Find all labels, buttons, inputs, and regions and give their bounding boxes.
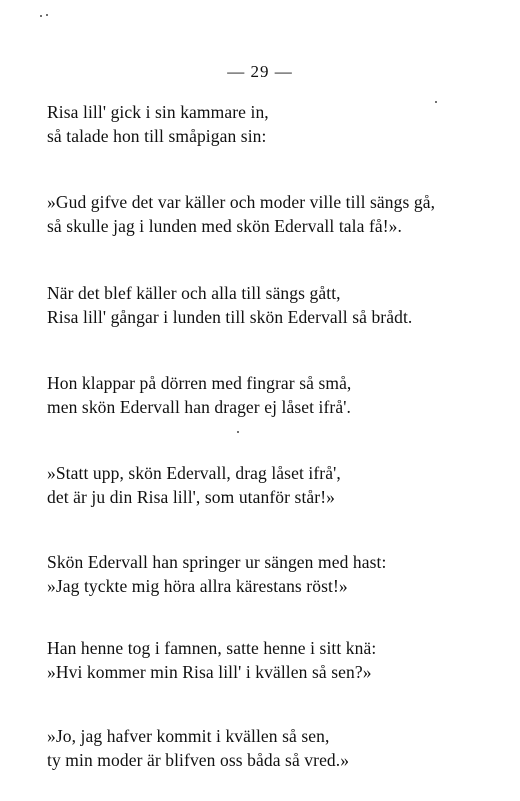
stanza-3 bbox=[47, 281, 487, 329]
verse-line: Han henne tog i famnen, satte henne i sitt knä: bbox=[47, 638, 377, 658]
verse-line: Skön Edervall han springer ur sängen med hast: bbox=[47, 552, 387, 572]
verse-line: Risa lill' gick i sin kammare in, bbox=[47, 102, 269, 122]
verse-line: så talade hon till småpigan sin: bbox=[47, 126, 267, 146]
verse-line: »Hvi kommer min Risa lill' i kvällen så sen?» bbox=[47, 662, 372, 682]
stanza-8 bbox=[47, 724, 487, 772]
scan-speck bbox=[46, 14, 48, 16]
stanza-7 bbox=[47, 636, 487, 684]
scan-speck bbox=[40, 15, 42, 17]
verse-line: Hon klappar på dörren med fingrar så små, bbox=[47, 373, 352, 393]
verse-line: men skön Edervall han drager ej låset ifrå'. bbox=[47, 397, 351, 417]
stanza-5 bbox=[47, 461, 487, 509]
verse-line: »Jo, jag hafver kommit i kvällen så sen, bbox=[47, 726, 330, 746]
stanza-2 bbox=[47, 190, 487, 238]
verse-line: »Gud gifve det var käller och moder ville till sängs gå, bbox=[47, 192, 436, 212]
verse-line: När det blef käller och alla till sängs gått, bbox=[47, 283, 341, 303]
stanza-6 bbox=[47, 550, 487, 598]
verse-line: »Jag tyckte mig höra allra kärestans röst!» bbox=[47, 576, 348, 596]
verse-line: »Statt upp, skön Edervall, drag låset ifrå', bbox=[47, 463, 341, 483]
scan-speck bbox=[435, 101, 437, 103]
page-number: — 29 — bbox=[227, 62, 293, 81]
stanza-4 bbox=[47, 371, 487, 419]
verse-line: så skulle jag i lunden med skön Edervall tala få!». bbox=[47, 216, 402, 236]
scan-speck bbox=[237, 431, 239, 433]
verse-line: det är ju din Risa lill', som utanför står!» bbox=[47, 487, 335, 507]
verse-line: ty min moder är blifven oss båda så vred.» bbox=[47, 750, 350, 770]
stanza-1 bbox=[47, 100, 487, 148]
verse-line: Risa lill' gångar i lunden till skön Edervall så brådt. bbox=[47, 307, 413, 327]
